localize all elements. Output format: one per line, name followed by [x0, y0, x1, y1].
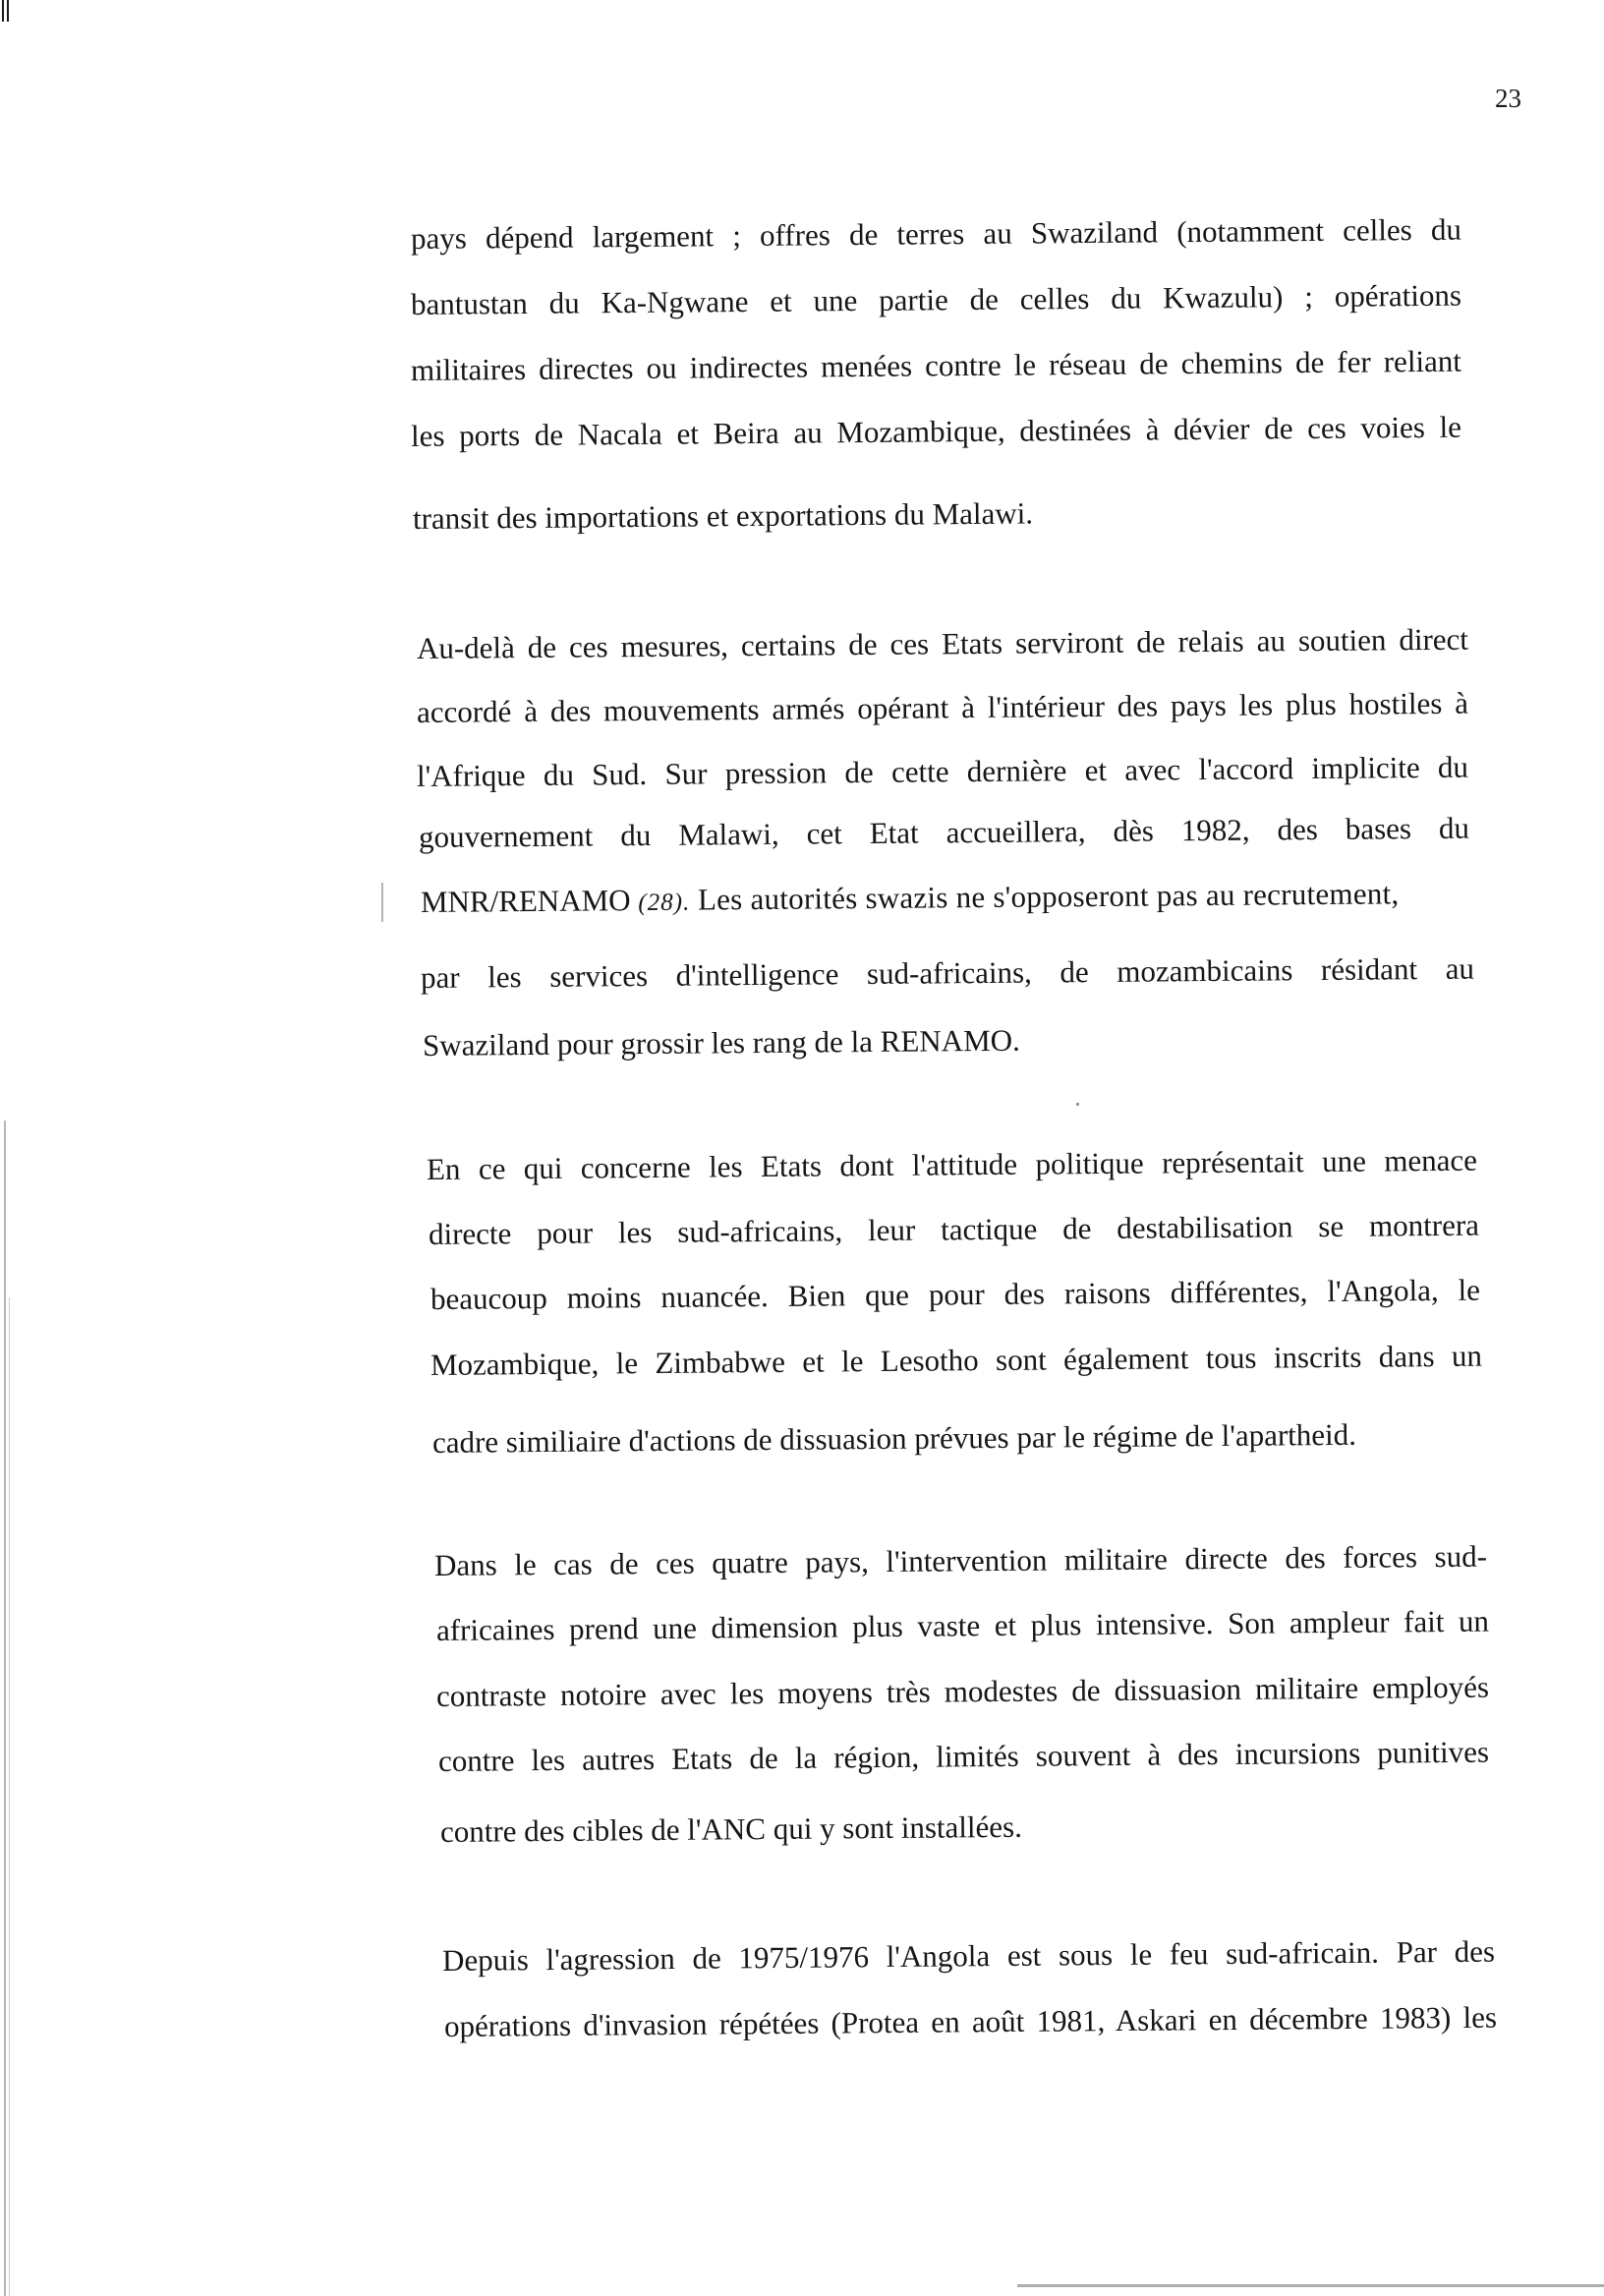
- text-line: gouvernement du Malawi, cet Etat accueillera, dès 1982, des bases du: [418, 810, 1470, 854]
- text-line: Swaziland pour grossir les rang de la RENAMO.: [422, 1022, 1020, 1062]
- scan-edge-mark: [7, 0, 9, 22]
- text-line: cadre similiaire d'actions de dissuasion prévues par le régime de l'apartheid.: [431, 1416, 1357, 1460]
- page-number: 23: [1495, 84, 1521, 113]
- scan-edge-shadow: [9, 1297, 10, 2296]
- text-line: [421, 874, 1473, 922]
- text-line: africaines prend une dimension plus vaste et plus intensive. Son ampleur fait un: [435, 1603, 1490, 1647]
- text-segment: Les autorités swazis ne s'opposeront pas au recrutement,: [697, 876, 1400, 917]
- text-line: pays dépend largement ; offres de terres au Swaziland (notamment celles du: [410, 211, 1462, 256]
- text-line: militaires directes ou indirectes menées contre le réseau de chemins de fer reliant: [410, 343, 1462, 387]
- text-line: accordé à des mouvements armés opérant à l'intérieur des pays les plus hostiles à: [416, 685, 1469, 729]
- text-line: Dans le cas de ces quatre pays, l'intervention militaire directe des forces sud-: [433, 1538, 1488, 1582]
- text-line: Au-delà de ces mesures, certains de ces Etats serviront de relais au soutien direct: [416, 621, 1469, 665]
- text-line: Depuis l'agression de 1975/1976 l'Angola est sous le feu sud-africain. Par des: [441, 1933, 1496, 1978]
- text-line: directe pour les sud-africains, leur tactique de destabilisation se montrera: [428, 1207, 1480, 1251]
- organization-name: MNR/RENAMO: [420, 883, 631, 919]
- text-line: Mozambique, le Zimbabwe et le Lesotho sont également tous inscrits dans un: [430, 1338, 1483, 1382]
- text-line: En ce qui concerne les Etats dont l'attitude politique représentait une menace: [426, 1142, 1478, 1186]
- text-line: les ports de Nacala et Beira au Mozambique, destinées à dévier de ces voies le: [410, 409, 1462, 453]
- text-line: par les services d'intelligence sud-africains, de mozambicains résidant au: [420, 950, 1475, 995]
- scan-bottom-edge: [1017, 2284, 1604, 2287]
- text-line: transit des importations et exportations du Malawi.: [412, 495, 1034, 536]
- text-line: contre des cibles de l'ANC qui y sont installées.: [439, 1808, 1023, 1849]
- scan-speck: [1076, 1103, 1079, 1106]
- text-line: bantustan du Ka-Ngwane et une partie de celles du Kwazulu) ; opérations: [410, 277, 1462, 321]
- text-line: opérations d'invasion répétées (Protea en août 1981, Askari en décembre 1983) les: [443, 1999, 1498, 2043]
- text-line: contre les autres Etats de la région, limités souvent à des incursions punitives: [437, 1734, 1490, 1778]
- scan-edge-mark: [2, 0, 4, 22]
- text-line: beaucoup moins nuancée. Bien que pour des raisons différentes, l'Angola, le: [430, 1272, 1481, 1316]
- text-line: l'Afrique du Sud. Sur pression de cette dernière et avec l'accord implicite du: [416, 749, 1469, 793]
- footnote-reference: (28).: [638, 889, 691, 917]
- scan-edge-shadow: [4, 1120, 6, 2296]
- scan-speck: [381, 883, 383, 922]
- text-line: contraste notoire avec les moyens très modestes de dissuasion militaire employés: [435, 1669, 1490, 1713]
